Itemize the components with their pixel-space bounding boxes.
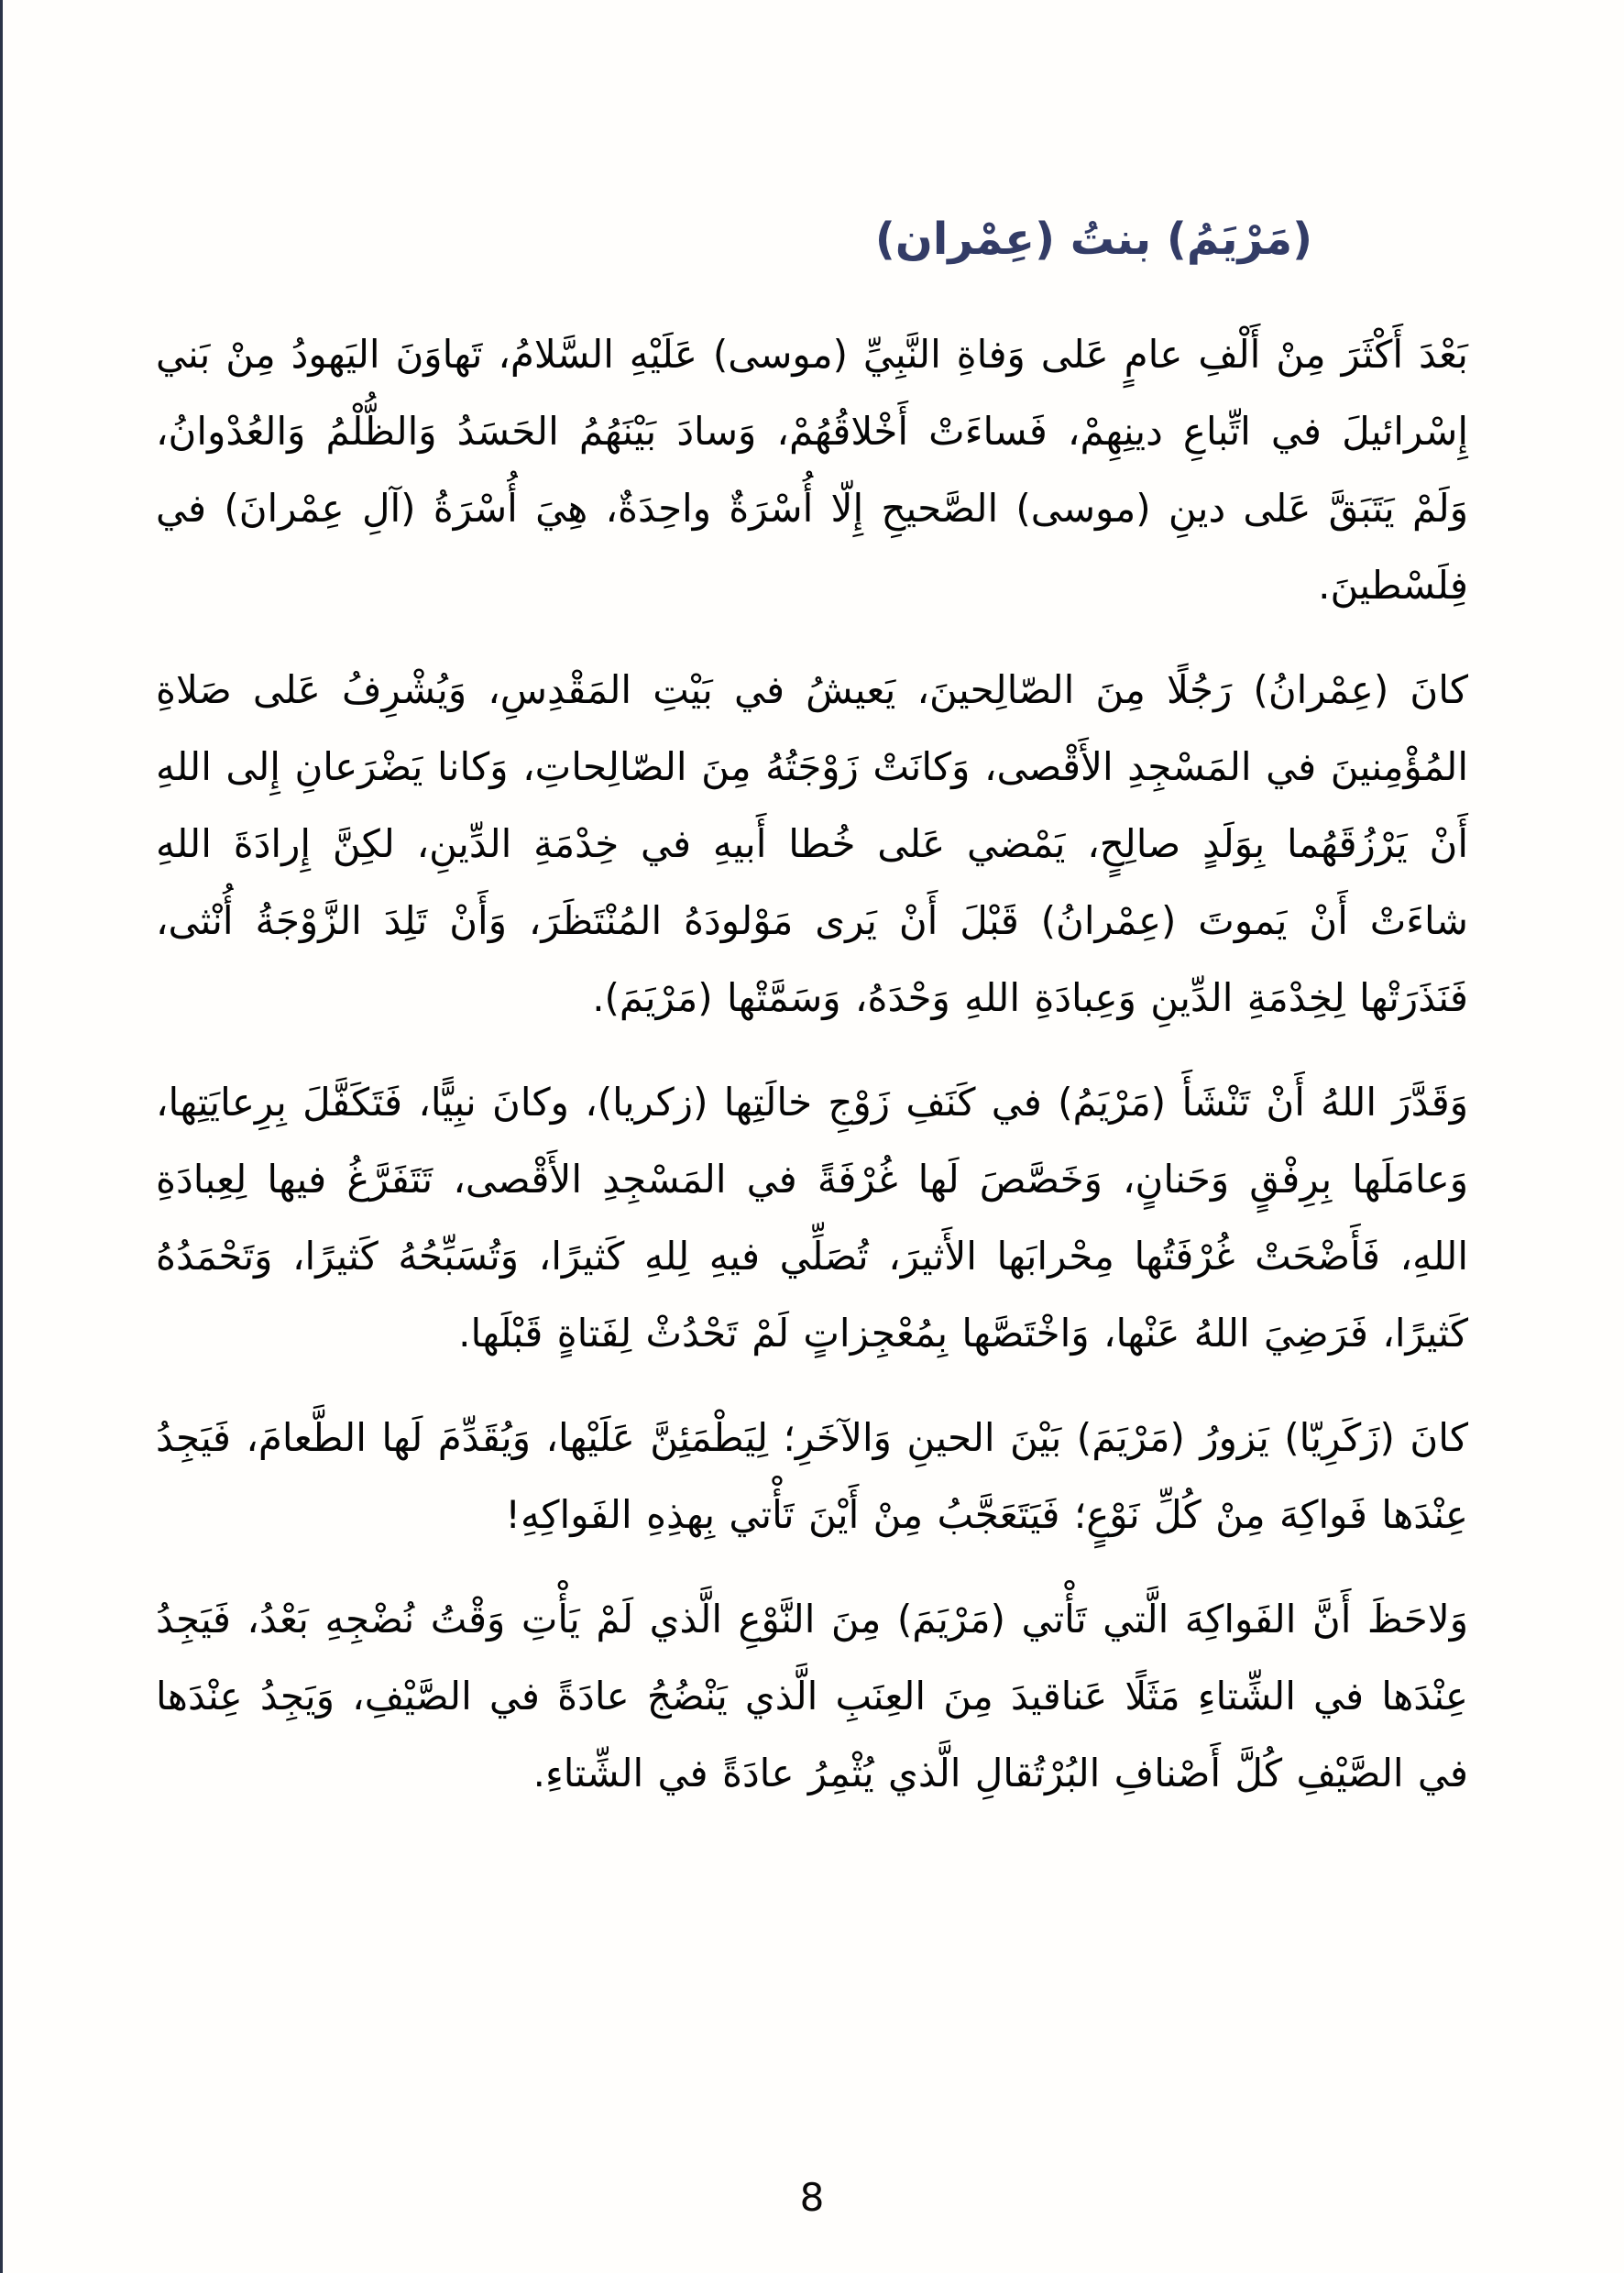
paragraph-1: بَعْدَ أَكْثَرَ مِنْ أَلْفِ عامٍ عَلى وَفاةِ النَّبِيِّ (موسى) عَلَيْهِ السَّلامُ، تَهاوَنَ اليَهودُ مِنْ بَني إِسْرائيلَ في اتِّباعِ دينِهِمْ، فَساءَتْ أَخْلاقُهُمْ، وَسادَ بَيْنَهُمُ الحَسَدُ وَالظُّلْمُ وَالعُدْوانُ، وَلَمْ يَتَبَقَّ عَلى دينِ (موسى) الصَّحيحِ إِلّا أُسْرَةٌ واحِدَةٌ، هِيَ أُسْرَةُ (آلِ عِمْرانَ) في فِلَسْطينَ.	[156, 332, 1468, 608]
story-text	[156, 316, 1468, 1812]
page-number: 8	[799, 2175, 825, 2220]
page-title: (مَرْيَمُ) بنتُ (عِمْران)	[874, 214, 1312, 265]
page-content	[156, 206, 1468, 1839]
paragraph-5: وَلاحَظَ أَنَّ الفَواكِهَ الَّتي تَأْتي (مَرْيَمَ) مِنَ النَّوْعِ الَّذي لَمْ يَأْتِ وَقْتُ نُضْجِهِ بَعْدُ، فَيَجِدُ عِنْدَها في الشِّتاءِ مَثَلًا عَناقيدَ مِنَ العِنَبِ الَّذي يَنْضُجُ عادَةً في الصَّيْفِ، وَيَجِدُ عِنْدَها في الصَّيْفِ كُلَّ أَصْنافِ البُرْتُقالِ الَّذي يُثْمِرُ عادَةً في الشِّتاءِ.	[156, 1597, 1468, 1795]
page-edge-line	[0, 0, 3, 2273]
paragraph-3: وَقَدَّرَ اللهُ أَنْ تَنْشَأَ (مَرْيَمُ) في كَنَفِ زَوْجِ خالَتِها (زكريا)، وكانَ نبِيًّا، فَتَكَفَّلَ بِرِعايَتِها، وَعامَلَها بِرِفْقٍ وَحَنانٍ، وَخَصَّصَ لَها غُرْفَةً في المَسْجِدِ الأَقْصى، تَتَفَرَّغُ فيها لِعِبادَةِ اللهِ، فَأَضْحَتْ غُرْفَتُها مِحْرابَها الأَثيرَ، تُصَلِّي فيهِ لِلهِ كَثيرًا، وَتُسَبِّحُهُ كَثيرًا، وَتَحْمَدُهُ كَثيرًا، فَرَضِيَ اللهُ عَنْها، وَاخْتَصَّها بِمُعْجِزاتٍ لَمْ تَحْدُثْ لِفَتاةٍ قَبْلَها.	[156, 1080, 1468, 1356]
paragraph-2: كانَ (عِمْرانُ) رَجُلًا مِنَ الصّالِحينَ، يَعيشُ في بَيْتِ المَقْدِسِ، وَيُشْرِفُ عَلى صَلاةِ المُؤْمِنينَ في المَسْجِدِ الأَقْصى، وَكانَتْ زَوْجَتُهُ مِنَ الصّالِحاتِ، وَكانا يَضْرَعانِ إِلى اللهِ أَنْ يَرْزُقَهُما بِوَلَدٍ صالِحٍ، يَمْضي عَلى خُطا أَبيهِ في خِدْمَةِ الدِّينِ، لكِنَّ إِرادَةَ اللهِ شاءَتْ أَنْ يَموتَ (عِمْرانُ) قَبْلَ أَنْ يَرى مَوْلودَهُ المُنْتَظَرَ، وَأَنْ تَلِدَ الزَّوْجَةُ أُنْثى، فَنَذَرَتْها لِخِدْمَةِ الدِّينِ وَعِبادَةِ اللهِ وَحْدَهُ، وَسَمَّتْها (مَرْيَمَ).	[156, 667, 1468, 1020]
paragraph-4: كانَ (زَكَرِيّا) يَزورُ (مَرْيَمَ) بَيْنَ الحينِ وَالآخَرِ؛ لِيَطْمَئِنَّ عَلَيْها، وَيُقَدِّمَ لَها الطَّعامَ، فَيَجِدُ عِنْدَها فَواكِهَ مِنْ كُلِّ نَوْعٍ؛ فَيَتَعَجَّبُ مِنْ أَيْنَ تَأْتي بِهذِهِ الفَواكِهِ!	[156, 1415, 1468, 1537]
